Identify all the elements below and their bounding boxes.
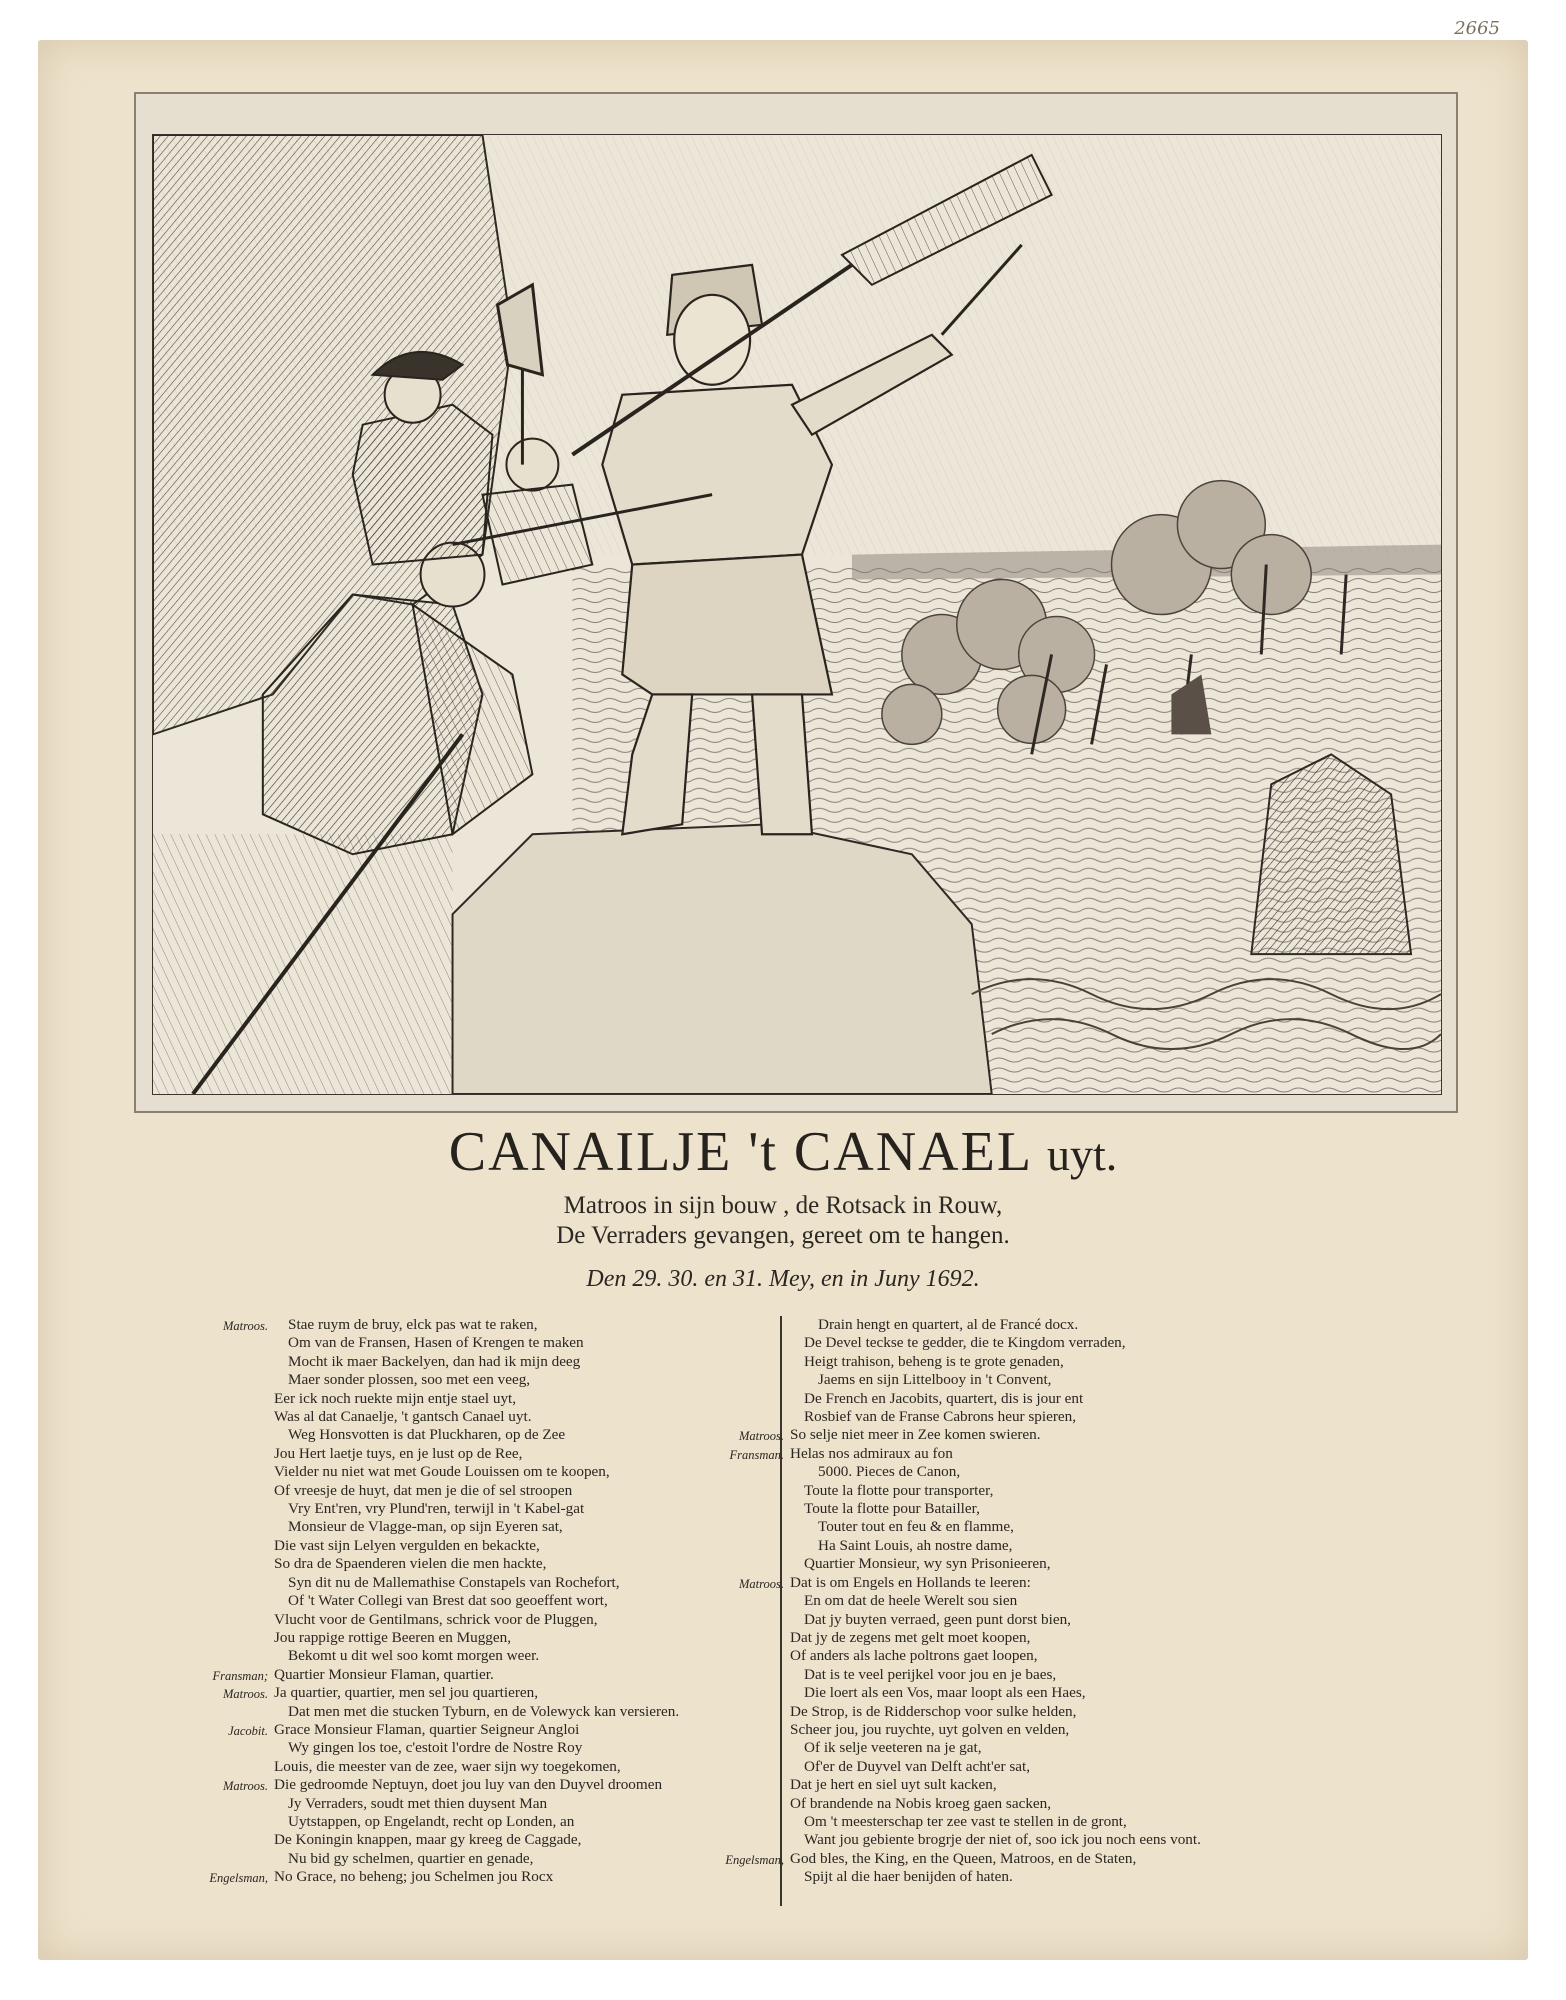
verse-line: [790, 1408, 1310, 1426]
verse-text: Toute la flotte pour transporter,: [804, 1481, 994, 1499]
verse-text: Scheer jou, jou ruychte, uyt golven en velden,: [790, 1720, 1070, 1738]
verse-text: Vielder nu niet wat met Goude Louissen om te koopen,: [274, 1463, 610, 1481]
verse-line: [274, 1758, 774, 1776]
verse-line: [274, 1482, 774, 1500]
verse-text: Die gedroomde Neptuyn, doet jou luy van den Duyvel droomen: [274, 1776, 663, 1794]
verse-line: [790, 1831, 1310, 1849]
verse-text: Toute la flotte pour Batailler,: [804, 1500, 980, 1518]
verse-line: [790, 1684, 1310, 1702]
verse-text: En om dat de heele Werelt sou sien: [804, 1592, 1018, 1610]
verse-text: Heigt trahison, beheng is te grote genaden,: [804, 1352, 1064, 1370]
verse-text: Om van de Fransen, Hasen of Krengen te maken: [288, 1334, 584, 1352]
verse-line: [222, 1684, 774, 1702]
verse-line: [274, 1537, 774, 1555]
left-verse-column: [209, 1316, 774, 1887]
verse-line: [790, 1813, 1310, 1831]
verse-line: [790, 1647, 1310, 1665]
verse-text: Weg Honsvotten is dat Pluckharen, op de Zee: [288, 1426, 566, 1444]
verse-line: [274, 1390, 774, 1408]
verse-text: Of'er de Duyvel van Delft acht'er sat,: [804, 1757, 1031, 1775]
speaker-label: Engelsman,: [209, 1871, 268, 1886]
verse-line: [790, 1739, 1310, 1757]
verse-text: Quartier Monsieur, wy syn Prisonieeren,: [804, 1555, 1051, 1573]
verse-text: Want jou gebiente brogrje der niet of, soo ick jou noch eens vont.: [804, 1831, 1201, 1849]
verse-line: [790, 1592, 1310, 1610]
verse-text: De Koningin knappen, maar gy kreeg de Caggade,: [274, 1831, 582, 1849]
verse-line: [274, 1371, 774, 1389]
verse-text: De French en Jacobits, quartert, dis is jour ent: [804, 1389, 1084, 1407]
verse-text: Jaems en sijn Littelbooy in 't Convent,: [818, 1371, 1052, 1389]
engraving-scene: [153, 135, 1441, 1094]
verse-text: De Devel teckse te gedder, die te Kingdom verraden,: [804, 1334, 1126, 1352]
verse-line: [790, 1500, 1310, 1518]
page-title: [0, 1120, 1566, 1184]
verse-text: Of anders als lache poltrons gaet loopen,: [790, 1647, 1038, 1665]
verse-text: Mocht ik maer Backelyen, dan had ik mijn deeg: [288, 1352, 581, 1370]
subtitle-line-1: Matroos in sijn bouw , de Rotsack in Rouw,: [563, 1192, 1003, 1219]
verse-text: Vry Ent'ren, vry Plund'ren, terwijl in 't Kabel-gat: [288, 1500, 585, 1518]
verse-text: Dat jy de zegens met gelt moet koopen,: [790, 1628, 1031, 1646]
verse-line: [274, 1463, 774, 1481]
verse-line: [274, 1831, 774, 1849]
speaker-label: Matroos.: [222, 1779, 268, 1794]
verse-line: [790, 1353, 1310, 1371]
verse-line: [209, 1868, 774, 1886]
verse-text: Dat jy buyten verraed, geen punt dorst bien,: [804, 1610, 1071, 1628]
speaker-label: Fransman.: [729, 1447, 784, 1462]
speaker-label: Fransman;: [212, 1668, 268, 1683]
verse-text: Quartier Monsieur Flaman, quartier.: [274, 1665, 494, 1683]
verse-text: Die vast sijn Lelyen vergulden en bekackte,: [274, 1536, 540, 1554]
engraving-plate: [134, 92, 1458, 1113]
subtitle-line-2: De Verraders gevangen, gereet om te hangen.: [556, 1222, 1010, 1249]
verse-text: God bles, the King, en the Queen, Matroos, en de Staten,: [790, 1849, 1137, 1867]
verse-line: [790, 1611, 1310, 1629]
speaker-label: Matroos.: [222, 1687, 268, 1702]
speaker-label: Jacobit.: [228, 1723, 268, 1738]
verse-line: [274, 1426, 774, 1444]
verse-line: [790, 1334, 1310, 1352]
verse-text: So dra de Spaenderen vielen die men hackte,: [274, 1555, 547, 1573]
verse-line: [274, 1629, 774, 1647]
verse-text: Om 't meesterschap ter zee vast te stellen in de gront,: [804, 1812, 1127, 1830]
verse-line: [790, 1555, 1310, 1573]
verse-line: [222, 1776, 774, 1794]
verse-text: Of brandende na Nobis kroeg gaen sacken,: [790, 1794, 1052, 1812]
verse-text: Jy Verraders, soudt met thien duysent Man: [288, 1794, 548, 1812]
verse-text: Louis, die meester van de zee, waer sijn wy toegekomen,: [274, 1757, 621, 1775]
verse-line: [790, 1721, 1310, 1739]
verse-line: [790, 1463, 1310, 1481]
verse-line: [228, 1720, 774, 1739]
verse-text: Stae ruym de bruy, elck pas wat te raken,: [288, 1316, 538, 1333]
verse-text: Of ik selje veeteren na je gat,: [804, 1739, 982, 1757]
verse-line: [274, 1813, 774, 1831]
verse-line: [790, 1482, 1310, 1500]
verse-line: [274, 1592, 774, 1610]
verse-line: [790, 1316, 1310, 1334]
verse-text: Ja quartier, quartier, men sel jou quartieren,: [274, 1684, 539, 1702]
verse-line: [790, 1390, 1310, 1408]
verse-line: [790, 1758, 1310, 1776]
verse-text: Dat men met die stucken Tyburn, en de Volewyck kan versieren.: [288, 1702, 680, 1720]
verse-text: Drain hengt en quartert, al de Francé docx.: [818, 1316, 1079, 1333]
verse-line: [738, 1426, 1310, 1444]
verse-text: Monsieur de Vlagge-man, op sijn Eyeren sat,: [288, 1518, 563, 1536]
verse-line: [738, 1573, 1310, 1592]
speaker-label: Matroos.: [738, 1429, 784, 1444]
verse-line: [790, 1868, 1310, 1886]
verse-text: Rosbief van de Franse Cabrons heur spieren,: [804, 1408, 1077, 1426]
title-main: CANAILJE 't CANAEL: [448, 1121, 1031, 1183]
verse-line: [274, 1850, 774, 1868]
verse-text: Helas nos admiraux au fon: [790, 1444, 953, 1462]
verse-line: [725, 1849, 1310, 1868]
verse-text: No Grace, no beheng; jou Schelmen jou Rocx: [274, 1868, 554, 1886]
verse-line: [274, 1611, 774, 1629]
verse-line: [274, 1445, 774, 1463]
verse-line: [274, 1408, 774, 1426]
column-divider: [780, 1316, 782, 1906]
verse-line: [790, 1629, 1310, 1647]
engraving-illustration: [152, 134, 1442, 1095]
verse-text: Was al dat Canaelje, 't gantsch Canael uyt.: [274, 1408, 532, 1426]
verse-line: [274, 1739, 774, 1757]
verse-text: Spijt al die haer benijden of haten.: [804, 1868, 1013, 1886]
verse-text: Dat is om Engels en Hollands te leeren:: [790, 1573, 1031, 1591]
speaker-label: Matroos.: [222, 1319, 268, 1333]
verse-line: [790, 1795, 1310, 1813]
verse-text: Die loert als een Vos, maar loopt als een Haes,: [804, 1684, 1086, 1702]
verse-text: Wy gingen los toe, c'estoit l'ordre de Nostre Roy: [288, 1739, 583, 1757]
verse-line: [274, 1334, 774, 1352]
verse-line: [274, 1353, 774, 1371]
verse-line: [790, 1371, 1310, 1389]
verse-text: 5000. Pieces de Canon,: [818, 1463, 961, 1481]
verse-text: Touter tout en feu & en flamme,: [818, 1518, 1014, 1536]
verse-text: Of 't Water Collegi van Brest dat soo geoeffent wort,: [288, 1592, 608, 1610]
title-end: uyt.: [1046, 1129, 1118, 1180]
verse-text: Jou rappige rottige Beeren en Muggen,: [274, 1628, 512, 1646]
verse-text: Nu bid gy schelmen, quartier en genade,: [288, 1849, 534, 1867]
verse-line: [222, 1316, 774, 1334]
verse-text: Dat is te veel perijkel voor jou en je baes,: [804, 1665, 1057, 1683]
verse-line: [212, 1665, 774, 1684]
verse-line: [274, 1647, 774, 1665]
verse-text: De Strop, is de Ridderschop voor sulke helden,: [790, 1702, 1077, 1720]
verse-text: Ha Saint Louis, ah nostre dame,: [818, 1536, 1013, 1554]
speaker-label: Engelsman,: [725, 1852, 784, 1867]
verse-line: [274, 1795, 774, 1813]
verse-line: [790, 1666, 1310, 1684]
verse-line: [790, 1537, 1310, 1555]
verse-text: Jou Hert laetje tuys, en je lust op de Ree,: [274, 1444, 523, 1462]
verse-line: [790, 1703, 1310, 1721]
verse-line: [790, 1776, 1310, 1794]
verse-text: Eer ick noch ruekte mijn entje stael uyt,: [274, 1389, 517, 1407]
verse-text: Bekomt u dit wel soo komt morgen weer.: [288, 1647, 540, 1665]
catalog-number: 2665: [1454, 18, 1500, 39]
verse-line: [274, 1518, 774, 1536]
verse-line: [274, 1500, 774, 1518]
verse-text: Syn dit nu de Mallemathise Constapels van Rochefort,: [288, 1573, 620, 1591]
verse-line: [729, 1444, 1310, 1463]
verse-text: Dat je hert en siel uyt sult kacken,: [790, 1776, 997, 1794]
verse-line: [274, 1574, 774, 1592]
verse-text: So selje niet meer in Zee komen swieren.: [790, 1426, 1041, 1444]
verse-line: [274, 1703, 774, 1721]
speaker-label: Matroos.: [738, 1576, 784, 1591]
verse-text: Vlucht voor de Gentilmans, schrick voor de Pluggen,: [274, 1610, 598, 1628]
date-line: Den 29. 30. en 31. Mey, en in Juny 1692.: [586, 1266, 980, 1292]
verse-line: [790, 1518, 1310, 1536]
verse-text: Of vreesje de huyt, dat men je die of sel stroopen: [274, 1481, 573, 1499]
verse-text: Grace Monsieur Flaman, quartier Seigneur Angloi: [274, 1720, 580, 1738]
right-verse-column: [725, 1316, 1310, 1887]
verse-text: Uytstappen, op Engelandt, recht op Londen, an: [288, 1812, 575, 1830]
verse-line: [274, 1555, 774, 1573]
verse-text: Maer sonder plossen, soo met een veeg,: [288, 1371, 531, 1389]
